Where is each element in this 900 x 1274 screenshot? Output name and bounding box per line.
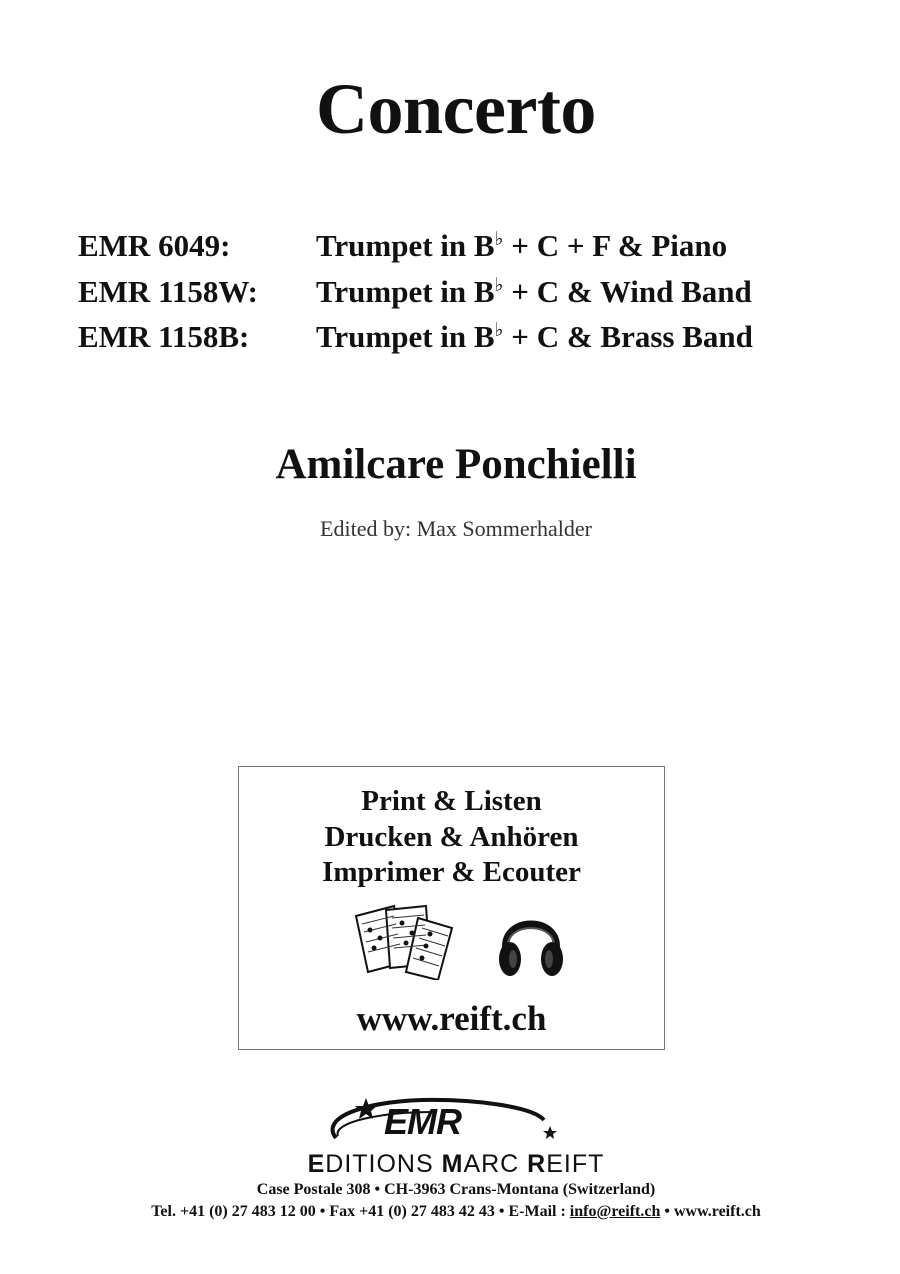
publisher-word: EIFT	[546, 1150, 605, 1178]
edition-list	[78, 228, 753, 365]
publisher-contact	[0, 1203, 900, 1221]
contact-website[interactable]: • www.reift.ch	[660, 1203, 761, 1220]
publisher-letter: R	[527, 1150, 547, 1178]
promo-line-english: Print & Listen	[361, 785, 542, 817]
edition-code: EMR 1158B:	[78, 319, 250, 354]
composer-name: Amilcare Ponchielli	[275, 441, 637, 488]
edition-instrument: Trumpet in B	[316, 319, 495, 354]
edition-row	[78, 274, 753, 320]
flat-sign: ♭	[494, 274, 504, 296]
flat-sign: ♭	[494, 320, 504, 341]
edition-accompaniment: + C + F & Piano	[503, 228, 728, 263]
publisher-letter: E	[307, 1150, 326, 1178]
print-listen-box	[238, 766, 665, 1050]
edition-accompaniment: + C & Brass Band	[503, 319, 753, 354]
edition-instrument: Trumpet in B	[316, 273, 495, 309]
publisher-address: Case Postale 308 • CH-3963 Crans-Montana (Switzerland)	[256, 1181, 656, 1198]
promo-text	[239, 784, 664, 891]
emr-logo-text: EMR	[384, 1101, 461, 1142]
publisher-letter: M	[441, 1150, 464, 1178]
editor-credit: Edited by: Max Sommerhalder	[320, 516, 592, 541]
page-title: Concerto	[316, 69, 596, 149]
promo-url[interactable]: www.reift.ch	[356, 999, 547, 1038]
sheet-music-icon	[352, 902, 464, 985]
edition-code: EMR 1158W:	[78, 273, 258, 309]
promo-line-german: Drucken & Anhören	[324, 820, 579, 853]
contact-phone-fax: Tel. +41 (0) 27 483 12 00 • Fax +41 (0) 27 483 42 43 • E-Mail :	[151, 1203, 570, 1220]
publisher-name	[0, 1150, 900, 1179]
email-link[interactable]: info@reift.ch	[569, 1203, 661, 1220]
edition-code: EMR 6049:	[78, 228, 231, 263]
publisher-word: DITIONS	[325, 1150, 442, 1178]
edition-row	[78, 228, 753, 274]
edition-row	[78, 319, 753, 365]
emr-logo	[322, 1090, 562, 1155]
headphones-icon	[496, 903, 566, 984]
flat-sign: ♭	[494, 229, 504, 250]
publisher-word: ARC	[463, 1150, 528, 1178]
edition-instrument: Trumpet in B	[316, 228, 495, 263]
promo-line-french: Imprimer & Ecouter	[322, 856, 581, 888]
edition-accompaniment: + C & Wind Band	[503, 273, 752, 309]
